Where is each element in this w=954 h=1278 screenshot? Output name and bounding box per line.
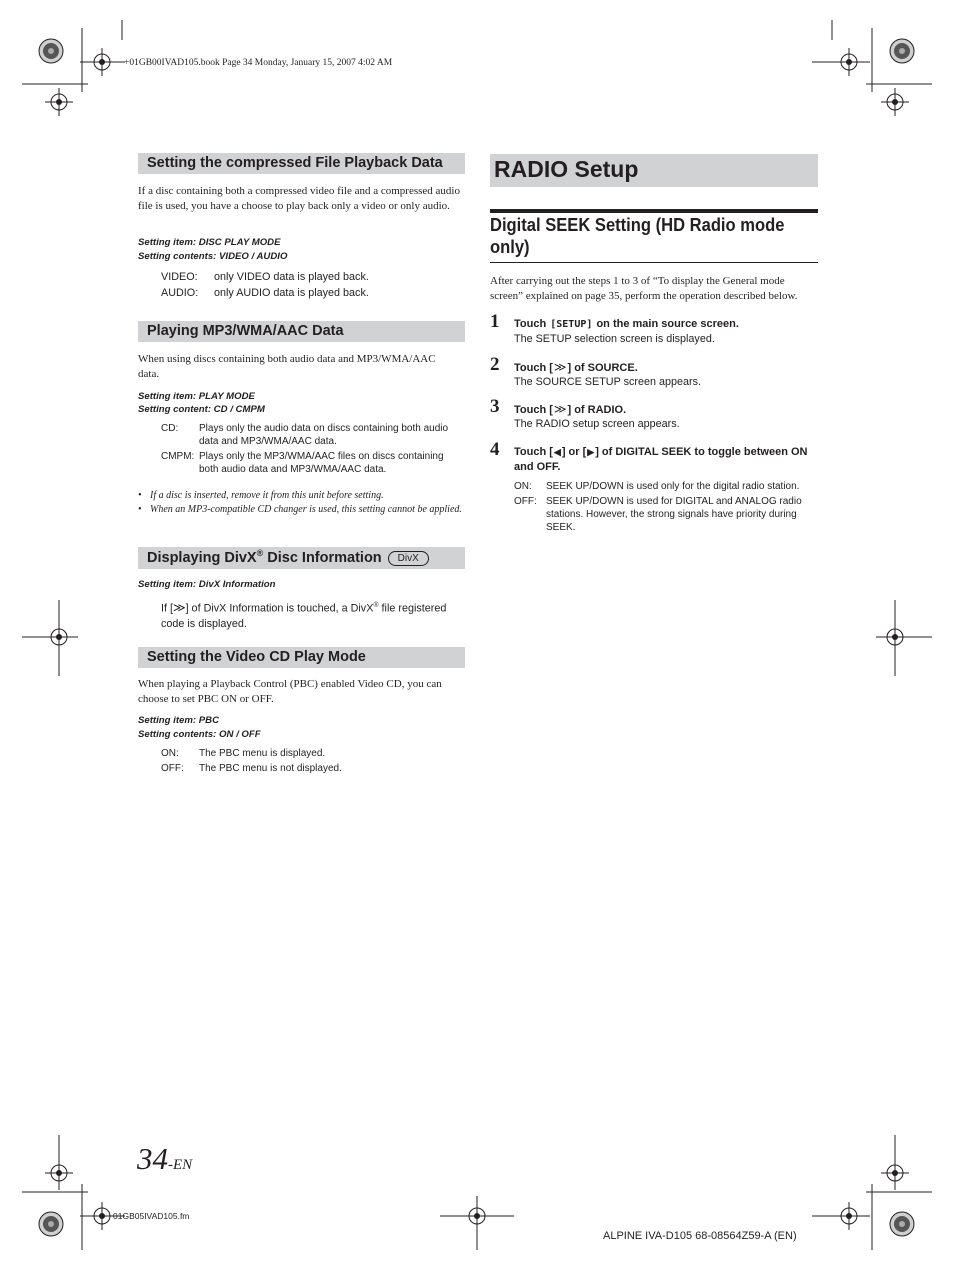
digital-seek-subtitle: Digital SEEK Setting (HD Radio mode only) [490, 215, 785, 257]
divx-item: Setting item: DivX Information [138, 579, 276, 590]
mp3-contents: Setting content: CD / CMPM [138, 404, 265, 415]
print-footer-file: 01GB05IVAD105.fm [113, 1211, 190, 1221]
heading-mp3: Playing MP3/WMA/AAC Data [138, 321, 465, 342]
heading-divx: Displaying DivX® Disc Information DivX [138, 547, 465, 569]
step-number: 4 [490, 439, 500, 460]
divx-badge: DivX [388, 551, 429, 566]
mp3-options [161, 422, 465, 476]
note-item: • When an MP3-compatible CD changer is used, this setting cannot be applied. [138, 504, 462, 515]
print-header: +01GB00IVAD105.book Page 34 Monday, January 15, 2007 4:02 AM [124, 58, 393, 68]
triangle-right-icon: ▶ [587, 447, 595, 457]
step-number: 1 [490, 311, 500, 332]
note-item: • If a disc is inserted, remove it from this unit before setting. [138, 490, 384, 501]
vcd-contents: Setting contents: ON / OFF [138, 729, 261, 740]
setup-button-label: [SETUP] [550, 319, 593, 330]
compressed-item: Setting item: DISC PLAY MODE [138, 237, 281, 248]
vcd-item: Setting item: PBC [138, 715, 220, 726]
option-video: VIDEO: only VIDEO data is played back. [161, 271, 369, 283]
vcd-body: When playing a Playback Control (PBC) enabled Video CD, you can choose to set PBC ON or OFF. [138, 678, 442, 705]
subtitle-rule-top [490, 209, 818, 213]
double-chevron-icon: ≫ [173, 600, 186, 615]
option-on: ON: The PBC menu is displayed. [161, 748, 326, 759]
step-number: 3 [490, 396, 500, 417]
step-3-result: The RADIO setup screen appears. [514, 418, 680, 430]
option-audio: AUDIO: only AUDIO data is played back. [161, 287, 369, 299]
compressed-body: If a disc containing both a compressed video file and a compressed audio file is used, you have a choose to play back only a video or only audio. [138, 185, 460, 212]
option-off: OFF: The PBC menu is not displayed. [161, 763, 342, 774]
compressed-contents: Setting contents: VIDEO / AUDIO [138, 251, 288, 262]
step-1-title: Touch [SETUP] on the main source screen. [514, 318, 739, 330]
page-number: 34-EN [137, 1141, 193, 1176]
option-off: OFF: SEEK UP/DOWN is used for DIGITAL and ANALOG radio stations. However, the strong signals have priority during SEEK. [514, 496, 802, 533]
radio-setup-title: RADIO Setup [490, 154, 818, 187]
step-1-result: The SETUP selection screen is displayed. [514, 333, 715, 345]
mp3-item: Setting item: PLAY MODE [138, 391, 255, 402]
compressed-options [161, 269, 461, 301]
step-2-title: Touch [≫] of SOURCE. [514, 360, 638, 374]
heading-compressed: Setting the compressed File Playback Data [138, 153, 465, 174]
digital-seek-options [514, 480, 818, 534]
divx-body: If [≫] of DivX Information is touched, a DivX® file registered code is displayed. [161, 600, 447, 630]
step-number: 2 [490, 354, 500, 375]
step-4-title: Touch [◀] or [▶] of DIGITAL SEEK to toggle between ON and OFF. [514, 446, 808, 473]
print-footer-model: ALPINE IVA-D105 68-08564Z59-A (EN) [603, 1230, 797, 1242]
step-2-result: The SOURCE SETUP screen appears. [514, 376, 702, 388]
triangle-left-icon: ◀ [553, 447, 561, 457]
option-cd: CD: Plays only the audio data on discs containing both audio data and MP3/WMA/AAC data. [161, 423, 449, 447]
option-on: ON: SEEK UP/DOWN is used only for the digital radio station. [514, 481, 800, 492]
vcd-options [161, 746, 461, 776]
subtitle-rule-bottom [490, 262, 818, 263]
double-chevron-icon: ≫ [553, 402, 567, 416]
double-chevron-icon: ≫ [553, 360, 567, 374]
radio-intro: After carrying out the steps 1 to 3 of “To display the General mode screen” explained on page 35, perform the operation described below. [490, 275, 798, 302]
mp3-body: When using discs containing both audio data and MP3/WMA/AAC data. [138, 353, 436, 380]
step-3-title: Touch [≫] of RADIO. [514, 402, 627, 416]
heading-vcd: Setting the Video CD Play Mode [138, 647, 465, 668]
option-cmpm: CMPM: Plays only the MP3/WMA/AAC files on discs containing both audio data and MP3/WMA/AAC data. [161, 451, 444, 475]
mp3-notes [138, 489, 465, 517]
